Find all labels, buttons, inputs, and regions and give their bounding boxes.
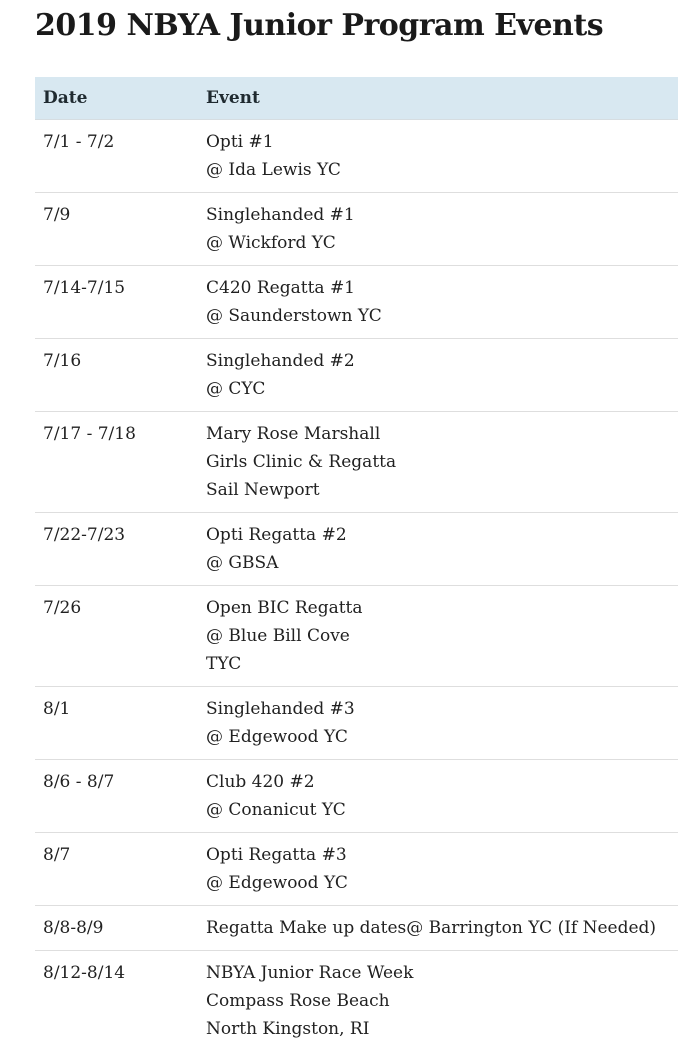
event-line: Club 420 #2 (206, 772, 315, 792)
event-cell (198, 513, 678, 586)
event-cell (198, 687, 678, 760)
event-line: Girls Clinic & Regatta (206, 452, 397, 472)
table-header-row (35, 77, 678, 120)
table-row (35, 120, 678, 193)
date-cell: 7/22-7/23 (35, 513, 198, 586)
table-row (35, 266, 678, 339)
date-cell: 7/26 (35, 586, 198, 687)
event-line: Opti #1 (206, 132, 274, 152)
event-line: @ Wickford YC (206, 233, 336, 253)
table-row (35, 339, 678, 412)
date-cell: 7/1 - 7/2 (35, 120, 198, 193)
event-line: Open BIC Regatta (206, 598, 363, 618)
event-line: Mary Rose Marshall (206, 424, 381, 444)
date-cell: 8/6 - 8/7 (35, 760, 198, 833)
header-cell-event: Event (198, 77, 678, 120)
table-row (35, 906, 678, 951)
page-title: 2019 NBYA Junior Program Events (35, 8, 604, 43)
event-line: @ Saunderstown YC (206, 306, 382, 326)
table-row (35, 513, 678, 586)
event-line: NBYA Junior Race Week (206, 963, 414, 983)
event-line: Singlehanded #1 (206, 205, 355, 225)
event-cell (198, 266, 678, 339)
event-cell (198, 120, 678, 193)
event-line: @ GBSA (206, 553, 279, 573)
event-line: Compass Rose Beach (206, 991, 390, 1011)
date-cell: 8/8-8/9 (35, 906, 198, 951)
event-line: North Kingston, RI (206, 1019, 370, 1039)
table-row (35, 193, 678, 266)
date-cell: 7/14-7/15 (35, 266, 198, 339)
event-line: Singlehanded #3 (206, 699, 355, 719)
table-row (35, 687, 678, 760)
table-body (35, 120, 678, 1052)
date-cell: 8/7 (35, 833, 198, 906)
event-line: @ CYC (206, 379, 266, 399)
table-row (35, 586, 678, 687)
table-row (35, 760, 678, 833)
event-line: Sail Newport (206, 480, 320, 500)
table-row (35, 833, 678, 906)
event-cell (198, 951, 678, 1052)
date-cell: 8/12-8/14 (43, 963, 126, 983)
event-cell (198, 193, 678, 266)
table-row (35, 951, 678, 1052)
date-cell: 7/16 (35, 339, 198, 412)
event-line: Regatta Make up dates@ Barrington YC (If Needed) (206, 918, 657, 938)
event-cell (198, 833, 678, 906)
event-cell (198, 586, 678, 687)
event-line: Opti Regatta #2 (206, 525, 347, 545)
event-cell (198, 760, 678, 833)
event-line: C420 Regatta #1 (206, 278, 355, 298)
event-line: @ Edgewood YC (206, 873, 348, 893)
event-line: Opti Regatta #3 (206, 845, 347, 865)
event-cell (198, 412, 678, 513)
date-cell: 8/1 (35, 687, 198, 760)
event-line: @ Ida Lewis YC (206, 160, 341, 180)
date-cell: 7/9 (35, 193, 198, 266)
event-line: @ Edgewood YC (206, 727, 348, 747)
date-cell: 7/17 - 7/18 (35, 412, 198, 513)
event-cell (198, 906, 678, 951)
table-row (35, 412, 678, 513)
event-line: @ Blue Bill Cove (206, 626, 350, 646)
events-table (35, 77, 678, 1051)
header-cell-date: Date (35, 77, 198, 120)
event-line: Singlehanded #2 (206, 351, 355, 371)
event-line: TYC (206, 654, 242, 674)
event-cell (198, 339, 678, 412)
event-line: @ Conanicut YC (206, 800, 346, 820)
